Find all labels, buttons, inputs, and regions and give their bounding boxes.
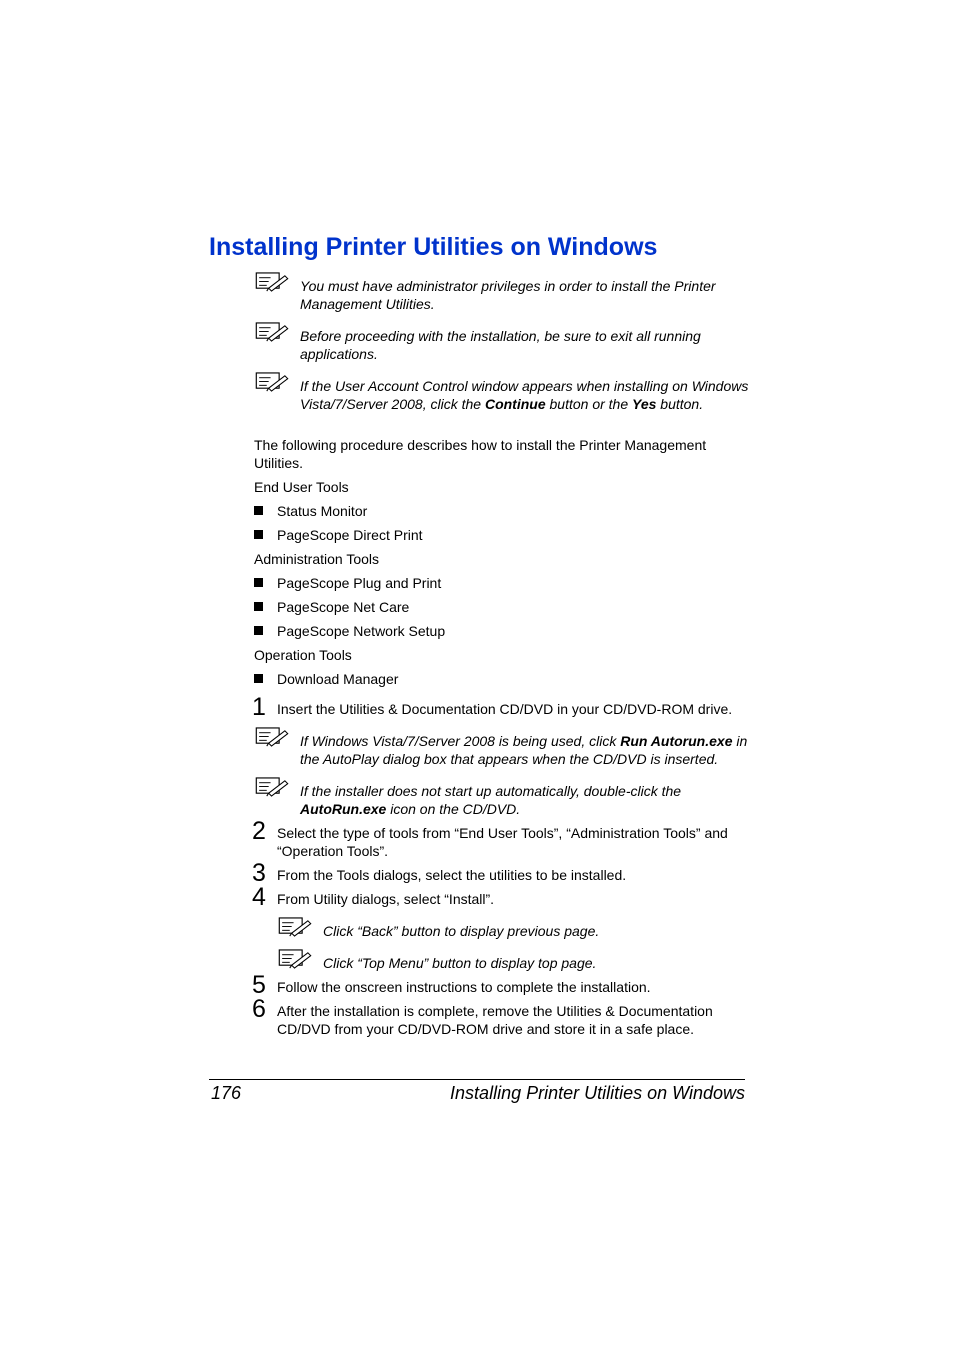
list-item: Status Monitor: [254, 503, 367, 521]
intro-paragraph: The following procedure describes how to install the Printer Management Utilities.: [254, 437, 707, 471]
note-icon: [278, 917, 312, 937]
step-text: From the Tools dialogs, select the utilities to be installed.: [277, 867, 627, 883]
bullet-icon: [254, 506, 263, 515]
step-number: 1: [252, 693, 266, 721]
bullet-icon: [254, 674, 263, 683]
step-number: 6: [252, 995, 266, 1023]
step-number: 5: [252, 971, 266, 999]
note-icon: [255, 272, 289, 292]
note-text: Click “Top Menu” button to display top page.: [323, 955, 597, 971]
page-number: 176: [211, 1083, 242, 1103]
step-text: After the installation is complete, remove the Utilities & Documentation CD/DVD from your CD/DVD-ROM drive and store it in a safe place.: [277, 1003, 713, 1037]
note-text: If the installer does not start up automatically, double-click the AutoRun.exe icon on the CD/DVD.: [300, 783, 682, 817]
step-number: 2: [252, 817, 266, 845]
bullet-icon: [254, 530, 263, 539]
note-icon: [255, 372, 289, 392]
note-text: You must have administrator privileges in order to install the Printer Management Utilities.: [300, 278, 716, 312]
bullet-icon: [254, 602, 263, 611]
page-title: Installing Printer Utilities on Windows: [209, 233, 658, 261]
footer-rule: [209, 1079, 745, 1080]
list-item: Download Manager: [254, 671, 398, 689]
list-item: PageScope Network Setup: [254, 623, 445, 641]
group-heading-operation: Operation Tools: [254, 647, 352, 663]
note-icon: [278, 949, 312, 969]
step-text: Follow the onscreen instructions to complete the installation.: [277, 979, 651, 995]
bullet-icon: [254, 626, 263, 635]
step-number: 3: [252, 859, 266, 887]
group-heading-administration: Administration Tools: [254, 551, 380, 567]
note-icon: [255, 727, 289, 747]
bullet-icon: [254, 578, 263, 587]
note-icon: [255, 322, 289, 342]
note-text: If the User Account Control window appears when installing on Windows Vista/7/Server 2008, click the Continue button or the Yes button.: [300, 378, 749, 412]
note-text: Click “Back” button to display previous page.: [323, 923, 600, 939]
list-item: PageScope Net Care: [254, 599, 409, 617]
note-icon: [255, 777, 289, 797]
step-text: From Utility dialogs, select “Install”.: [277, 891, 495, 907]
step-text: Insert the Utilities & Documentation CD/DVD in your CD/DVD-ROM drive.: [277, 701, 733, 717]
note-text: Before proceeding with the installation, be sure to exit all running applications.: [300, 328, 701, 362]
list-item: PageScope Direct Print: [254, 527, 423, 545]
list-item: PageScope Plug and Print: [254, 575, 441, 593]
note-text: If Windows Vista/7/Server 2008 is being used, click Run Autorun.exe in the AutoPlay dialog box that appears when the CD/DVD is inserted.: [300, 733, 748, 767]
step-number: 4: [252, 883, 266, 911]
step-text: Select the type of tools from “End User Tools”, “Administration Tools” and “Operation Tools”.: [277, 825, 728, 859]
group-heading-end-user: End User Tools: [254, 479, 349, 495]
footer-section-title: Installing Printer Utilities on Windows: [450, 1083, 745, 1103]
